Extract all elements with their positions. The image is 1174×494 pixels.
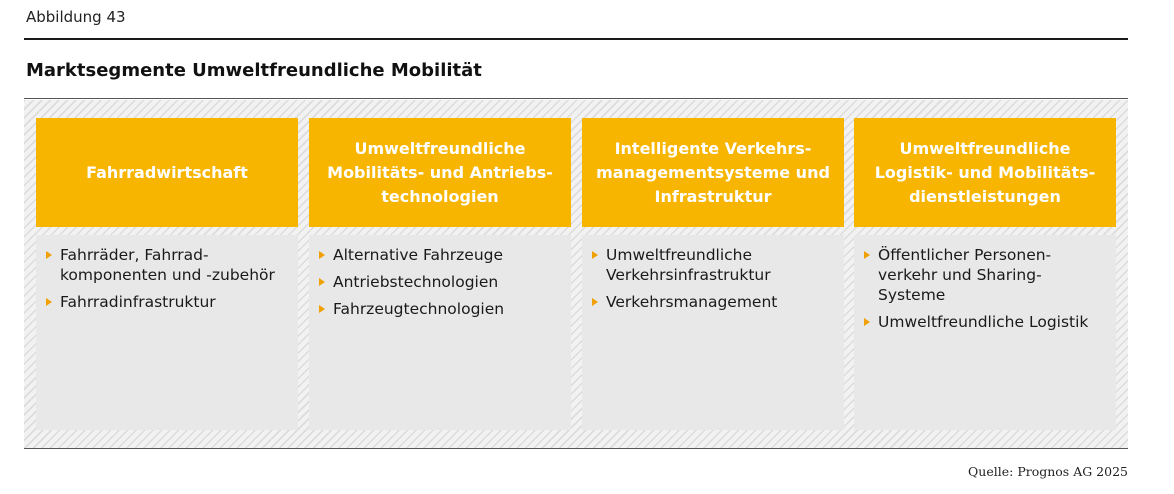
top-rule [24,38,1128,40]
list-item-text: Fahrräder, Fahrrad- komponenten und -zubehör [60,246,275,284]
segment-heading: Umweltfreundliche Mobilitäts- und Antriebs- technologien [309,118,571,227]
list-item-text: Umweltfreundliche Logistik [878,313,1089,331]
bullet-arrow-icon [319,278,325,286]
list-item [46,292,290,312]
list-item-text: Verkehrsmanagement [606,293,778,311]
segment-heading: Fahrradwirtschaft [36,118,298,227]
bullet-arrow-icon [319,305,325,313]
bullet-arrow-icon [592,251,598,259]
segment-heading: Umweltfreundliche Logistik- und Mobilitäts- dienstleistungen [854,118,1116,227]
list-item-text: Öffentlicher Personen- verkehr und Sharing- Systeme [878,246,1052,304]
segment-body [309,235,571,430]
bullet-arrow-icon [864,251,870,259]
segment-body [582,235,844,430]
list-item-text: Alternative Fahrzeuge [333,246,504,264]
segment-body [854,235,1116,430]
segment-body [36,235,298,430]
list-item [319,245,563,265]
figure-title: Marktsegmente Umweltfreundliche Mobilität [26,60,482,81]
title-rule [24,98,1128,99]
list-item [592,292,836,312]
bullet-arrow-icon [592,298,598,306]
list-item [864,245,1108,305]
diagram-panel [24,100,1128,448]
bottom-rule [24,448,1128,449]
segment-column [309,118,571,430]
list-item-text: Fahrzeugtechnologien [333,300,505,318]
bullet-arrow-icon [46,298,52,306]
list-item [864,312,1108,332]
bullet-arrow-icon [46,251,52,259]
segment-column [36,118,298,430]
list-item [46,245,290,285]
figure-label: Abbildung 43 [26,8,126,26]
segment-column [582,118,844,430]
list-item-text: Antriebstechnologien [333,273,499,291]
bullet-arrow-icon [319,251,325,259]
list-item [319,272,563,292]
bullet-arrow-icon [864,318,870,326]
list-item-text: Umweltfreundliche Verkehrsinfrastruktur [606,246,771,284]
segment-heading: Intelligente Verkehrs- managementsysteme und Infrastruktur [582,118,844,227]
segment-column [854,118,1116,430]
list-item [319,299,563,319]
list-item-text: Fahrradinfrastruktur [60,293,216,311]
source-note: Quelle: Prognos AG 2025 [968,464,1128,479]
list-item [592,245,836,285]
